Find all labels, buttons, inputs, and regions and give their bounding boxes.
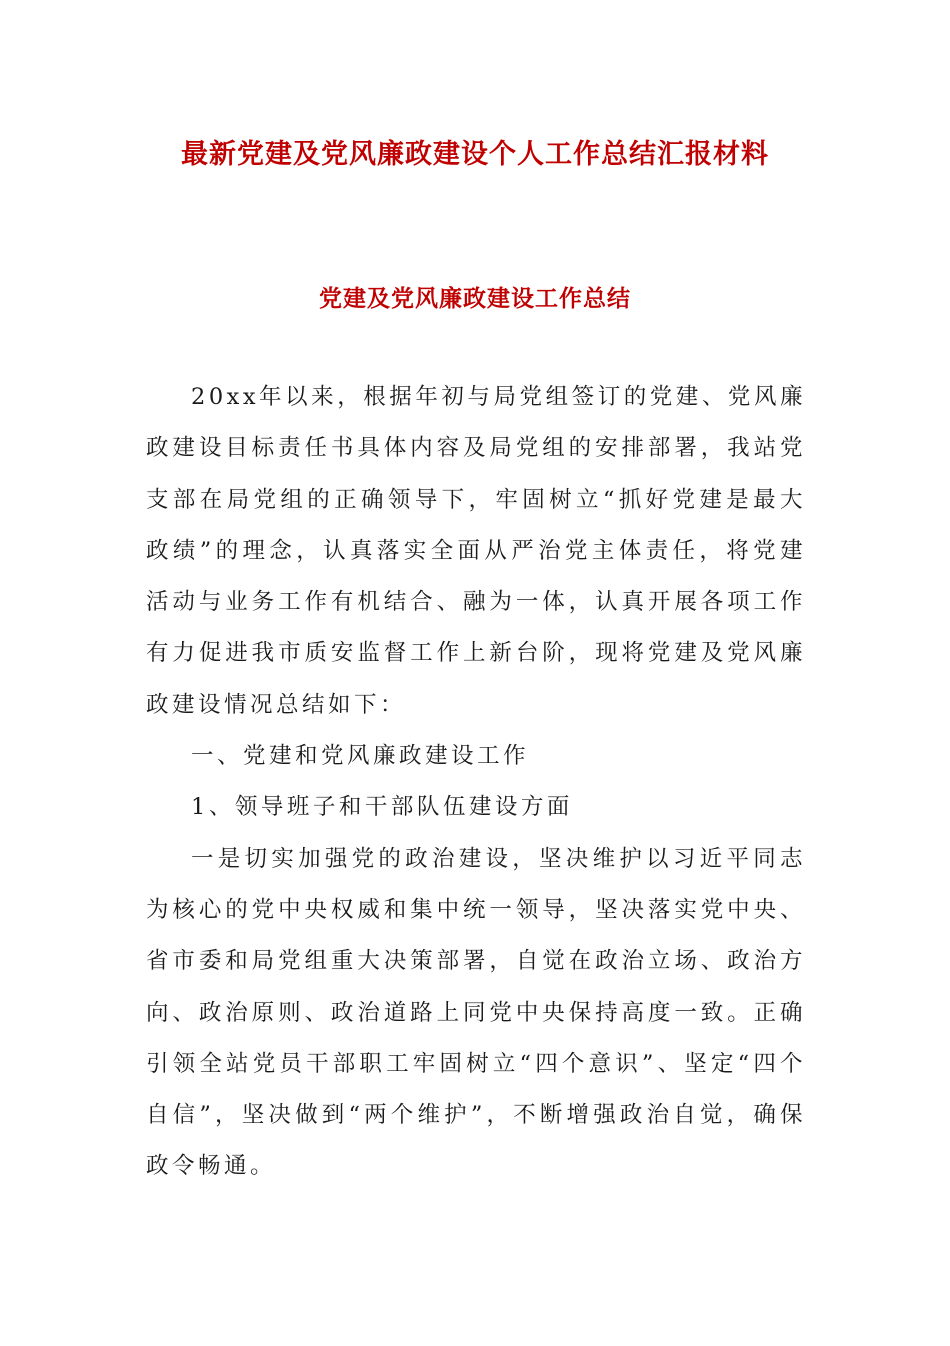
paragraph-political-building: 一是切实加强党的政治建设，坚决维护以习近平同志为核心的党中央权威和集中统一领导，坚决落实党中央、省市委和局党组重大决策部署，自觉在政治立场、政治方向、政治原则、政治道路上同党中央保持高度一致。正确引领全站党员干部职工牢固树立“四个意识”、坚定“四个自信”，坚决做到“两个维护”，不断增强政治自觉，确保政令畅通。 [146,845,806,1180]
document-body [146,372,806,1193]
document-subtitle: 党建及党风廉政建设工作总结 [319,285,631,312]
subsection-heading-1: 1、领导班子和干部队伍建设方面 [191,794,573,821]
section-heading-1: 一、党建和党风廉政建设工作 [191,743,530,770]
paragraph-intro: 20xx年以来，根据年初与局党组签订的党建、党风廉政建设目标责任书具体内容及局党组的安排部署，我站党支部在局党组的正确领导下，牢固树立“抓好党建是最大政绩”的理念，认真落实全面从严治党主体责任，将党建活动与业务工作有机结合、融为一体，认真开展各项工作有力促进我市质安监督工作上新台阶，现将党建及党风廉政建设情况总结如下： [146,384,806,718]
document-title: 最新党建及党风廉政建设个人工作总结汇报材料 [181,139,769,170]
